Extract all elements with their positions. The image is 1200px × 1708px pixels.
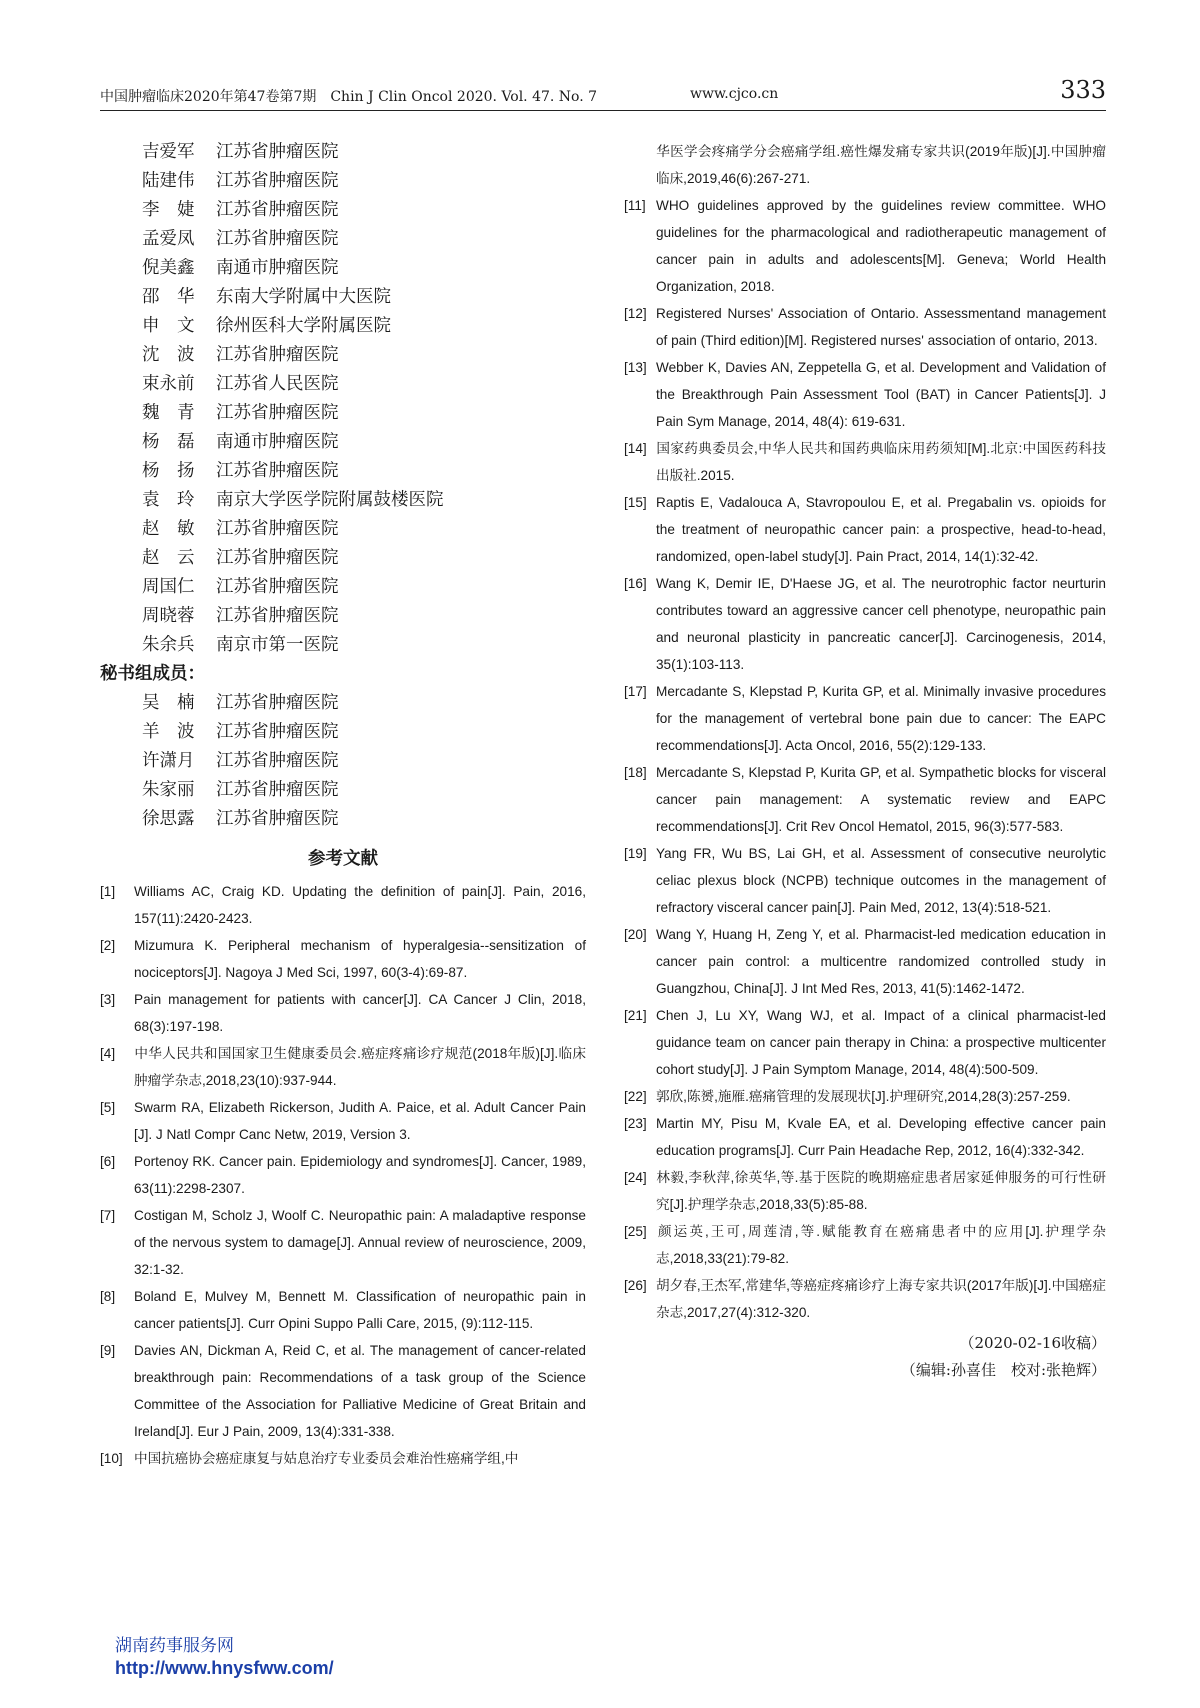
reference-number: [19]	[624, 846, 647, 861]
reference-number: [7]	[100, 1208, 116, 1223]
reference-item	[624, 1110, 1106, 1164]
reference-text: 胡夕春,王杰军,常建华,等癌症疼痛诊疗上海专家共识(2017年版)[J].中国癌症杂志,2017,27(4):312-320.	[656, 1278, 1106, 1320]
member-row	[100, 689, 586, 718]
secretary-list	[100, 689, 586, 834]
page-header	[100, 78, 1106, 111]
reference-item	[624, 138, 1106, 192]
reference-number: [16]	[624, 576, 647, 591]
reference-number: [10]	[100, 1451, 123, 1466]
member-row	[100, 776, 586, 805]
member-row	[100, 254, 586, 283]
member-name: 申 文	[142, 316, 195, 336]
member-institution: 江苏省肿瘤医院	[216, 461, 339, 481]
member-name: 赵 云	[142, 548, 195, 568]
member-row	[100, 515, 586, 544]
member-row	[100, 486, 586, 515]
reference-number: [26]	[624, 1278, 647, 1293]
journal-website[interactable]: www.cjco.cn	[690, 86, 779, 102]
reference-number: [22]	[624, 1089, 647, 1104]
member-institution: 江苏省肿瘤医院	[216, 577, 339, 597]
member-institution: 南京大学医学院附属鼓楼医院	[216, 490, 444, 510]
member-institution: 江苏省肿瘤医院	[216, 548, 339, 568]
member-institution: 江苏省肿瘤医院	[216, 809, 339, 829]
reference-item	[100, 1445, 586, 1472]
member-institution: 南通市肿瘤医院	[216, 258, 339, 278]
member-row	[100, 312, 586, 341]
reference-item	[100, 1148, 586, 1202]
reference-number: [15]	[624, 495, 647, 510]
member-name: 束永前	[142, 374, 195, 394]
member-row	[100, 602, 586, 631]
reference-number: [20]	[624, 927, 647, 942]
reference-text: 国家药典委员会,中华人民共和国药典临床用药须知[M].北京:中国医药科技出版社.2015.	[656, 441, 1106, 483]
reference-text: Wang K, Demir IE, D'Haese JG, et al. The neurotrophic factor neurturin contributes toward an aggressive cancer cell phenotype, neuropathic pain and neuronal plasticity in pancreatic cancer[J]. Carcinogenesis, 2014, 35(1):103-113.	[656, 576, 1106, 672]
reference-text: Martin MY, Pisu M, Kvale EA, et al. Developing effective cancer pain education programs[J]. Curr Pain Headache Rep, 2012, 16(4):332-342.	[656, 1116, 1106, 1158]
reference-item	[624, 1002, 1106, 1083]
member-institution: 东南大学附属中大医院	[216, 287, 391, 307]
member-row	[100, 399, 586, 428]
reference-text: Mizumura K. Peripheral mechanism of hyperalgesia--sensitization of nociceptors[J]. Nagoya J Med Sci, 1997, 60(3-4):69-87.	[134, 938, 586, 980]
reference-number: [3]	[100, 992, 116, 1007]
member-row	[100, 225, 586, 254]
reference-text: 华医学会疼痛学分会癌痛学组.癌性爆发痛专家共识(2019年版)[J].中国肿瘤临床,2019,46(6):267-271.	[656, 144, 1106, 186]
reference-number: [24]	[624, 1170, 647, 1185]
member-row	[100, 457, 586, 486]
page-number: 333	[1060, 76, 1106, 104]
member-name: 邵 华	[142, 287, 195, 307]
reference-text: Williams AC, Craig KD. Updating the definition of pain[J]. Pain, 2016, 157(11):2420-2423.	[134, 884, 586, 926]
member-name: 袁 玲	[142, 490, 195, 510]
reference-number: [14]	[624, 441, 647, 456]
reference-item	[624, 1218, 1106, 1272]
reference-text: Raptis E, Vadalouca A, Stavropoulou E, et al. Pregabalin vs. opioids for the treatment of neuropathic cancer pain: a prospective, head-to-head, randomized, open-label study[J]. Pain Pract, 2014, 14(1):32-42.	[656, 495, 1106, 564]
member-row	[100, 747, 586, 776]
reference-item	[624, 921, 1106, 1002]
member-name: 陆建伟	[142, 171, 195, 191]
member-list	[100, 138, 586, 660]
reference-text: Portenoy RK. Cancer pain. Epidemiology and syndromes[J]. Cancer, 1989, 63(11):2298-2307.	[134, 1154, 586, 1196]
member-row	[100, 138, 586, 167]
reference-item	[624, 354, 1106, 435]
reference-item	[100, 1202, 586, 1283]
reference-text: WHO guidelines approved by the guidelines review committee. WHO guidelines for the pharmacological and radiotherapeutic management of cancer pain in adults and adolescents[M]. Geneva; World Health Organization, 2018.	[656, 198, 1106, 294]
reference-item	[100, 878, 586, 932]
member-name: 魏 青	[142, 403, 195, 423]
reference-item	[624, 840, 1106, 921]
reference-text: 颜运英,王可,周莲清,等.赋能教育在癌痛患者中的应用[J].护理学杂志,2018,33(21):79-82.	[656, 1224, 1106, 1266]
reference-item	[100, 1094, 586, 1148]
reference-text: Pain management for patients with cancer[J]. CA Cancer J Clin, 2018, 68(3):197-198.	[134, 992, 586, 1034]
reference-item	[624, 759, 1106, 840]
reference-text: Mercadante S, Klepstad P, Kurita GP, et al. Sympathetic blocks for visceral cancer pain management: A systematic review and EAPC recommendations[J]. Crit Rev Oncol Hematol, 2015, 96(3):577-583.	[656, 765, 1106, 834]
reference-item	[624, 489, 1106, 570]
member-name: 李 婕	[142, 200, 195, 220]
reference-item	[624, 300, 1106, 354]
references-title: 参考文献	[308, 849, 378, 869]
reference-text: Boland E, Mulvey M, Bennett M. Classification of neuropathic pain in cancer patients[J]. Curr Opini Suppo Palli Care, 2015, (9):112-115.	[134, 1289, 586, 1331]
reference-text: 中国抗癌协会癌症康复与姑息治疗专业委员会难治性癌痛学组,中	[134, 1451, 519, 1466]
reference-item	[624, 435, 1106, 489]
member-row	[100, 196, 586, 225]
reference-number: [17]	[624, 684, 647, 699]
member-row	[100, 370, 586, 399]
reference-number: [6]	[100, 1154, 116, 1169]
member-institution: 江苏省肿瘤医院	[216, 229, 339, 249]
reference-item	[100, 1283, 586, 1337]
member-institution: 江苏省肿瘤医院	[216, 171, 339, 191]
reference-text: Chen J, Lu XY, Wang WJ, et al. Impact of a clinical pharmacist-led guidance team on cancer pain therapy in China: a prospective multicenter cohort study[J]. J Pain Symptom Manage, 2014, 48(4):500-509.	[656, 1008, 1106, 1077]
reference-text: 林毅,李秋萍,徐英华,等.基于医院的晚期癌症患者居家延伸服务的可行性研究[J].护理学杂志,2018,33(5):85-88.	[656, 1170, 1106, 1212]
member-institution: 江苏省肿瘤医院	[216, 142, 339, 162]
member-institution: 江苏省人民医院	[216, 374, 339, 394]
member-row	[100, 167, 586, 196]
member-name: 朱余兵	[142, 635, 195, 655]
member-institution: 南通市肿瘤医院	[216, 432, 339, 452]
right-column	[624, 138, 1106, 1384]
member-name: 吴 楠	[142, 693, 195, 713]
member-name: 杨 扬	[142, 461, 195, 481]
reference-number: [1]	[100, 884, 116, 899]
member-name: 许潇月	[142, 751, 195, 771]
member-institution: 江苏省肿瘤医院	[216, 403, 339, 423]
member-row	[100, 573, 586, 602]
reference-text: 郭欣,陈赟,施雁.癌痛管理的发展现状[J].护理研究,2014,28(3):257-259.	[656, 1089, 1071, 1104]
reference-text: Yang FR, Wu BS, Lai GH, et al. Assessment of consecutive neurolytic celiac plexus block (NCPB) technique outcomes in the management of refractory visceral cancer pain[J]. Pain Med, 2012, 13(4):518-521.	[656, 846, 1106, 915]
member-name: 孟爱凤	[142, 229, 195, 249]
watermark-url[interactable]: http://www.hnysfww.com/	[115, 1658, 334, 1678]
reference-text: Davies AN, Dickman A, Reid C, et al. The management of cancer-related breakthrough pain: Recommendations of a task group of the Science Committee of the Association for Palliative Medicine of Great Britain and Ireland[J]. Eur J Pain, 2009, 13(4):331-338.	[134, 1343, 586, 1439]
reference-text: 中华人民共和国国家卫生健康委员会.癌症疼痛诊疗规范(2018年版)[J].临床肿瘤学杂志,2018,23(10):937-944.	[134, 1046, 586, 1088]
member-name: 朱家丽	[142, 780, 195, 800]
references-right	[624, 138, 1106, 1326]
member-row	[100, 805, 586, 834]
reference-item	[100, 1337, 586, 1445]
member-row	[100, 428, 586, 457]
reference-number: [18]	[624, 765, 647, 780]
reference-item	[624, 1272, 1106, 1326]
references-left	[100, 878, 586, 1472]
reference-item	[100, 932, 586, 986]
member-name: 徐思露	[142, 809, 195, 829]
left-column	[100, 138, 586, 1472]
reference-number: [11]	[624, 198, 646, 213]
reference-item	[624, 1164, 1106, 1218]
watermark	[115, 1635, 334, 1679]
member-name: 周国仁	[142, 577, 195, 597]
member-institution: 江苏省肿瘤医院	[216, 751, 339, 771]
member-name: 吉爱军	[142, 142, 195, 162]
reference-number: [5]	[100, 1100, 116, 1115]
received-date: （2020-02-16收稿）	[959, 1334, 1106, 1352]
reference-item	[624, 570, 1106, 678]
member-row	[100, 718, 586, 747]
secretary-label: 秘书组成员：	[100, 664, 205, 684]
reference-item	[100, 1040, 586, 1094]
member-row	[100, 631, 586, 660]
reference-number: [2]	[100, 938, 116, 953]
reference-item	[624, 1083, 1106, 1110]
editor-credits: （编辑:孙喜佳 校对:张艳辉）	[900, 1361, 1106, 1379]
member-name: 杨 磊	[142, 432, 195, 452]
reference-number: [13]	[624, 360, 647, 375]
member-institution: 江苏省肿瘤医院	[216, 606, 339, 626]
running-head: 中国肿瘤临床2020年第47卷第7期 Chin J Clin Oncol 2020. Vol. 47. No. 7	[100, 89, 598, 105]
member-institution: 徐州医科大学附属医院	[216, 316, 391, 336]
member-name: 赵 敏	[142, 519, 195, 539]
member-name: 羊 波	[142, 722, 195, 742]
reference-number: [8]	[100, 1289, 116, 1304]
member-name: 周晓蓉	[142, 606, 195, 626]
reference-text: Registered Nurses' Association of Ontario. Assessmentand management of pain (Third edition)[M]. Registered nurses' association of ontario, 2013.	[656, 306, 1106, 348]
member-institution: 江苏省肿瘤医院	[216, 693, 339, 713]
member-name: 沈 波	[142, 345, 195, 365]
reference-number: [23]	[624, 1116, 647, 1131]
reference-number: [21]	[624, 1008, 647, 1023]
member-name: 倪美鑫	[142, 258, 195, 278]
member-institution: 江苏省肿瘤医院	[216, 780, 339, 800]
reference-item	[624, 678, 1106, 759]
member-row	[100, 544, 586, 573]
reference-text: Costigan M, Scholz J, Woolf C. Neuropathic pain: A maladaptive response of the nervous system to damage[J]. Annual review of neuroscience, 2009, 32:1-32.	[134, 1208, 586, 1277]
reference-text: Webber K, Davies AN, Zeppetella G, et al. Development and Validation of the Breakthrough Pain Assessment Tool (BAT) in Cancer Patients[J]. J Pain Sym Manage, 2014, 48(4): 619-631.	[656, 360, 1106, 429]
reference-number: [25]	[624, 1224, 647, 1239]
member-institution: 江苏省肿瘤医院	[216, 519, 339, 539]
reference-number: [12]	[624, 306, 647, 321]
reference-text: Swarm RA, Elizabeth Rickerson, Judith A. Paice, et al. Adult Cancer Pain [J]. J Natl Compr Canc Netw, 2019, Version 3.	[134, 1100, 586, 1142]
member-row	[100, 283, 586, 312]
member-row	[100, 341, 586, 370]
reference-text: Mercadante S, Klepstad P, Kurita GP, et al. Minimally invasive procedures for the management of vertebral bone pain due to cancer: The EAPC recommendations[J]. Acta Oncol, 2016, 55(2):129-133.	[656, 684, 1106, 753]
member-institution: 江苏省肿瘤医院	[216, 200, 339, 220]
reference-item	[100, 986, 586, 1040]
reference-number: [4]	[100, 1046, 116, 1061]
member-institution: 江苏省肿瘤医院	[216, 345, 339, 365]
reference-item	[624, 192, 1106, 300]
watermark-name: 湖南药事服务网	[115, 1636, 234, 1656]
member-institution: 江苏省肿瘤医院	[216, 722, 339, 742]
member-institution: 南京市第一医院	[216, 635, 339, 655]
reference-number: [9]	[100, 1343, 116, 1358]
reference-text: Wang Y, Huang H, Zeng Y, et al. Pharmacist-led medication education in cancer pain control: a multicentre randomized controlled study in Guangzhou, China[J]. J Int Med Res, 2013, 41(5):1462-1472.	[656, 927, 1106, 996]
